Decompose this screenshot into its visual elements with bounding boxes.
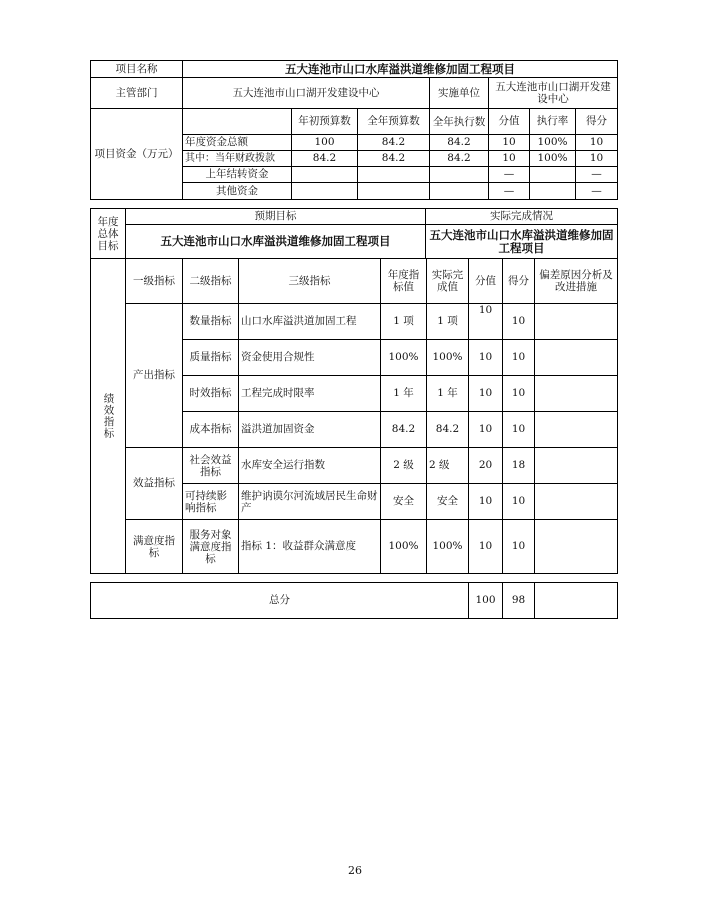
funds-cell (358, 167, 430, 183)
funds-cell: — (576, 183, 618, 200)
indicator-section-label: 绩效指标 (91, 259, 126, 574)
indicator-header: 偏差原因分析及改进措施 (535, 259, 618, 304)
score-value: 10 (469, 412, 503, 448)
funds-cell: 100% (530, 151, 576, 167)
got-value: 10 (503, 484, 535, 520)
funds-cell: 84.2 (358, 151, 430, 167)
level2-indicator: 服务对象满意度指标 (183, 520, 239, 574)
funds-label: 项目资金（万元） (91, 109, 183, 200)
project-info-table (90, 60, 618, 200)
got-value: 10 (503, 520, 535, 574)
expected-goal-text: 五大连池市山口水库溢洪道维修加固工程项目 (126, 225, 426, 259)
funds-cell: 10 (576, 151, 618, 167)
funds-cell (358, 183, 430, 200)
actual-value: 1 年 (427, 376, 469, 412)
impl-value: 五大连池市山口湖开发建设中心 (489, 78, 618, 109)
actual-goal-text: 五大连池市山口水库溢洪道维修加固工程项目 (426, 225, 618, 259)
actual-value: 100% (427, 340, 469, 376)
indicator-table (90, 258, 618, 574)
project-name-label: 项目名称 (91, 61, 183, 78)
deviation-note (535, 412, 618, 448)
actual-value: 安全 (427, 484, 469, 520)
funds-header: 年初预算数 (292, 109, 358, 135)
total-got: 98 (503, 583, 535, 619)
deviation-note (535, 484, 618, 520)
target-value: 1 项 (381, 304, 427, 340)
deviation-note (535, 520, 618, 574)
total-note (535, 583, 618, 619)
funds-header: 全年执行数 (430, 109, 489, 135)
funds-header: 得分 (576, 109, 618, 135)
score-value: 20 (469, 448, 503, 484)
funds-cell (292, 167, 358, 183)
funds-header: 执行率 (530, 109, 576, 135)
funds-cell: — (489, 183, 530, 200)
funds-cell (430, 167, 489, 183)
level1-indicator: 满意度指标 (126, 520, 183, 574)
funds-row-name: 上年结转资金 (183, 167, 292, 183)
funds-cell: — (576, 167, 618, 183)
level2-indicator: 时效指标 (183, 376, 239, 412)
level1-indicator: 效益指标 (126, 448, 183, 520)
target-value: 1 年 (381, 376, 427, 412)
got-value: 10 (503, 304, 535, 340)
got-value: 10 (503, 412, 535, 448)
funds-header: 全年预算数 (358, 109, 430, 135)
level3-indicator: 资金使用合规性 (239, 340, 381, 376)
level2-indicator: 成本指标 (183, 412, 239, 448)
funds-cell (530, 167, 576, 183)
actual-value: 2 级 (427, 448, 469, 484)
score-value: 10 (469, 484, 503, 520)
funds-cell: 84.2 (292, 151, 358, 167)
actual-value: 100% (427, 520, 469, 574)
total-score: 100 (469, 583, 503, 619)
indicator-header: 分值 (469, 259, 503, 304)
total-table (90, 582, 618, 619)
page-number: 26 (348, 864, 362, 877)
got-value: 18 (503, 448, 535, 484)
funds-cell: 100% (530, 135, 576, 151)
indicator-header: 二级指标 (183, 259, 239, 304)
level2-indicator: 社会效益指标 (183, 448, 239, 484)
funds-header-blank (183, 109, 292, 135)
funds-cell (530, 183, 576, 200)
got-value: 10 (503, 376, 535, 412)
funds-cell (292, 183, 358, 200)
funds-row-name: 年度资金总额 (183, 135, 292, 151)
target-value: 2 级 (381, 448, 427, 484)
level2-indicator: 可持续影响指标 (183, 484, 239, 520)
level2-indicator: 质量指标 (183, 340, 239, 376)
level3-indicator: 溢洪道加固资金 (239, 412, 381, 448)
funds-cell: 100 (292, 135, 358, 151)
score-value: 10 (469, 520, 503, 574)
target-value: 100% (381, 340, 427, 376)
impl-label: 实施单位 (430, 78, 489, 109)
level3-indicator: 工程完成时限率 (239, 376, 381, 412)
funds-cell: 10 (576, 135, 618, 151)
target-value: 100% (381, 520, 427, 574)
deviation-note (535, 304, 618, 340)
score-value: 10 (469, 340, 503, 376)
funds-cell: 10 (489, 135, 530, 151)
indicator-header: 得分 (503, 259, 535, 304)
funds-cell: 84.2 (430, 151, 489, 167)
indicator-header: 三级指标 (239, 259, 381, 304)
funds-cell: 84.2 (358, 135, 430, 151)
target-value: 安全 (381, 484, 427, 520)
level3-indicator: 维护讷谟尔河流域居民生命财产 (239, 484, 381, 520)
level2-indicator: 数量指标 (183, 304, 239, 340)
funds-cell: 10 (489, 151, 530, 167)
expected-goal-header: 预期目标 (126, 209, 426, 225)
funds-cell: — (489, 167, 530, 183)
funds-cell (430, 183, 489, 200)
indicator-header: 实际完成值 (427, 259, 469, 304)
target-value: 84.2 (381, 412, 427, 448)
project-name-value: 五大连池市山口水库溢洪道维修加固工程项目 (183, 61, 618, 78)
actual-goal-header: 实际完成情况 (426, 209, 618, 225)
funds-row-name: 其他资金 (183, 183, 292, 200)
score-value: 10 (469, 376, 503, 412)
deviation-note (535, 448, 618, 484)
funds-header: 分值 (489, 109, 530, 135)
goal-label: 年度总体目标 (91, 209, 126, 259)
actual-value: 1 项 (427, 304, 469, 340)
funds-row-name: 其中：当年财政拨款 (183, 151, 292, 167)
deviation-note (535, 340, 618, 376)
level1-indicator: 产出指标 (126, 304, 183, 448)
indicator-header: 年度指标值 (381, 259, 427, 304)
dept-value: 五大连池市山口湖开发建设中心 (183, 78, 430, 109)
deviation-note (535, 376, 618, 412)
level3-indicator: 山口水库溢洪道加固工程 (239, 304, 381, 340)
score-value: 10 (469, 304, 503, 340)
level3-indicator: 水库安全运行指数 (239, 448, 381, 484)
got-value: 10 (503, 340, 535, 376)
actual-value: 84.2 (427, 412, 469, 448)
annual-goal-table (90, 208, 618, 259)
total-label: 总分 (91, 583, 469, 619)
level3-indicator: 指标 1：收益群众满意度 (239, 520, 381, 574)
funds-cell: 84.2 (430, 135, 489, 151)
dept-label: 主管部门 (91, 78, 183, 109)
indicator-header: 一级指标 (126, 259, 183, 304)
